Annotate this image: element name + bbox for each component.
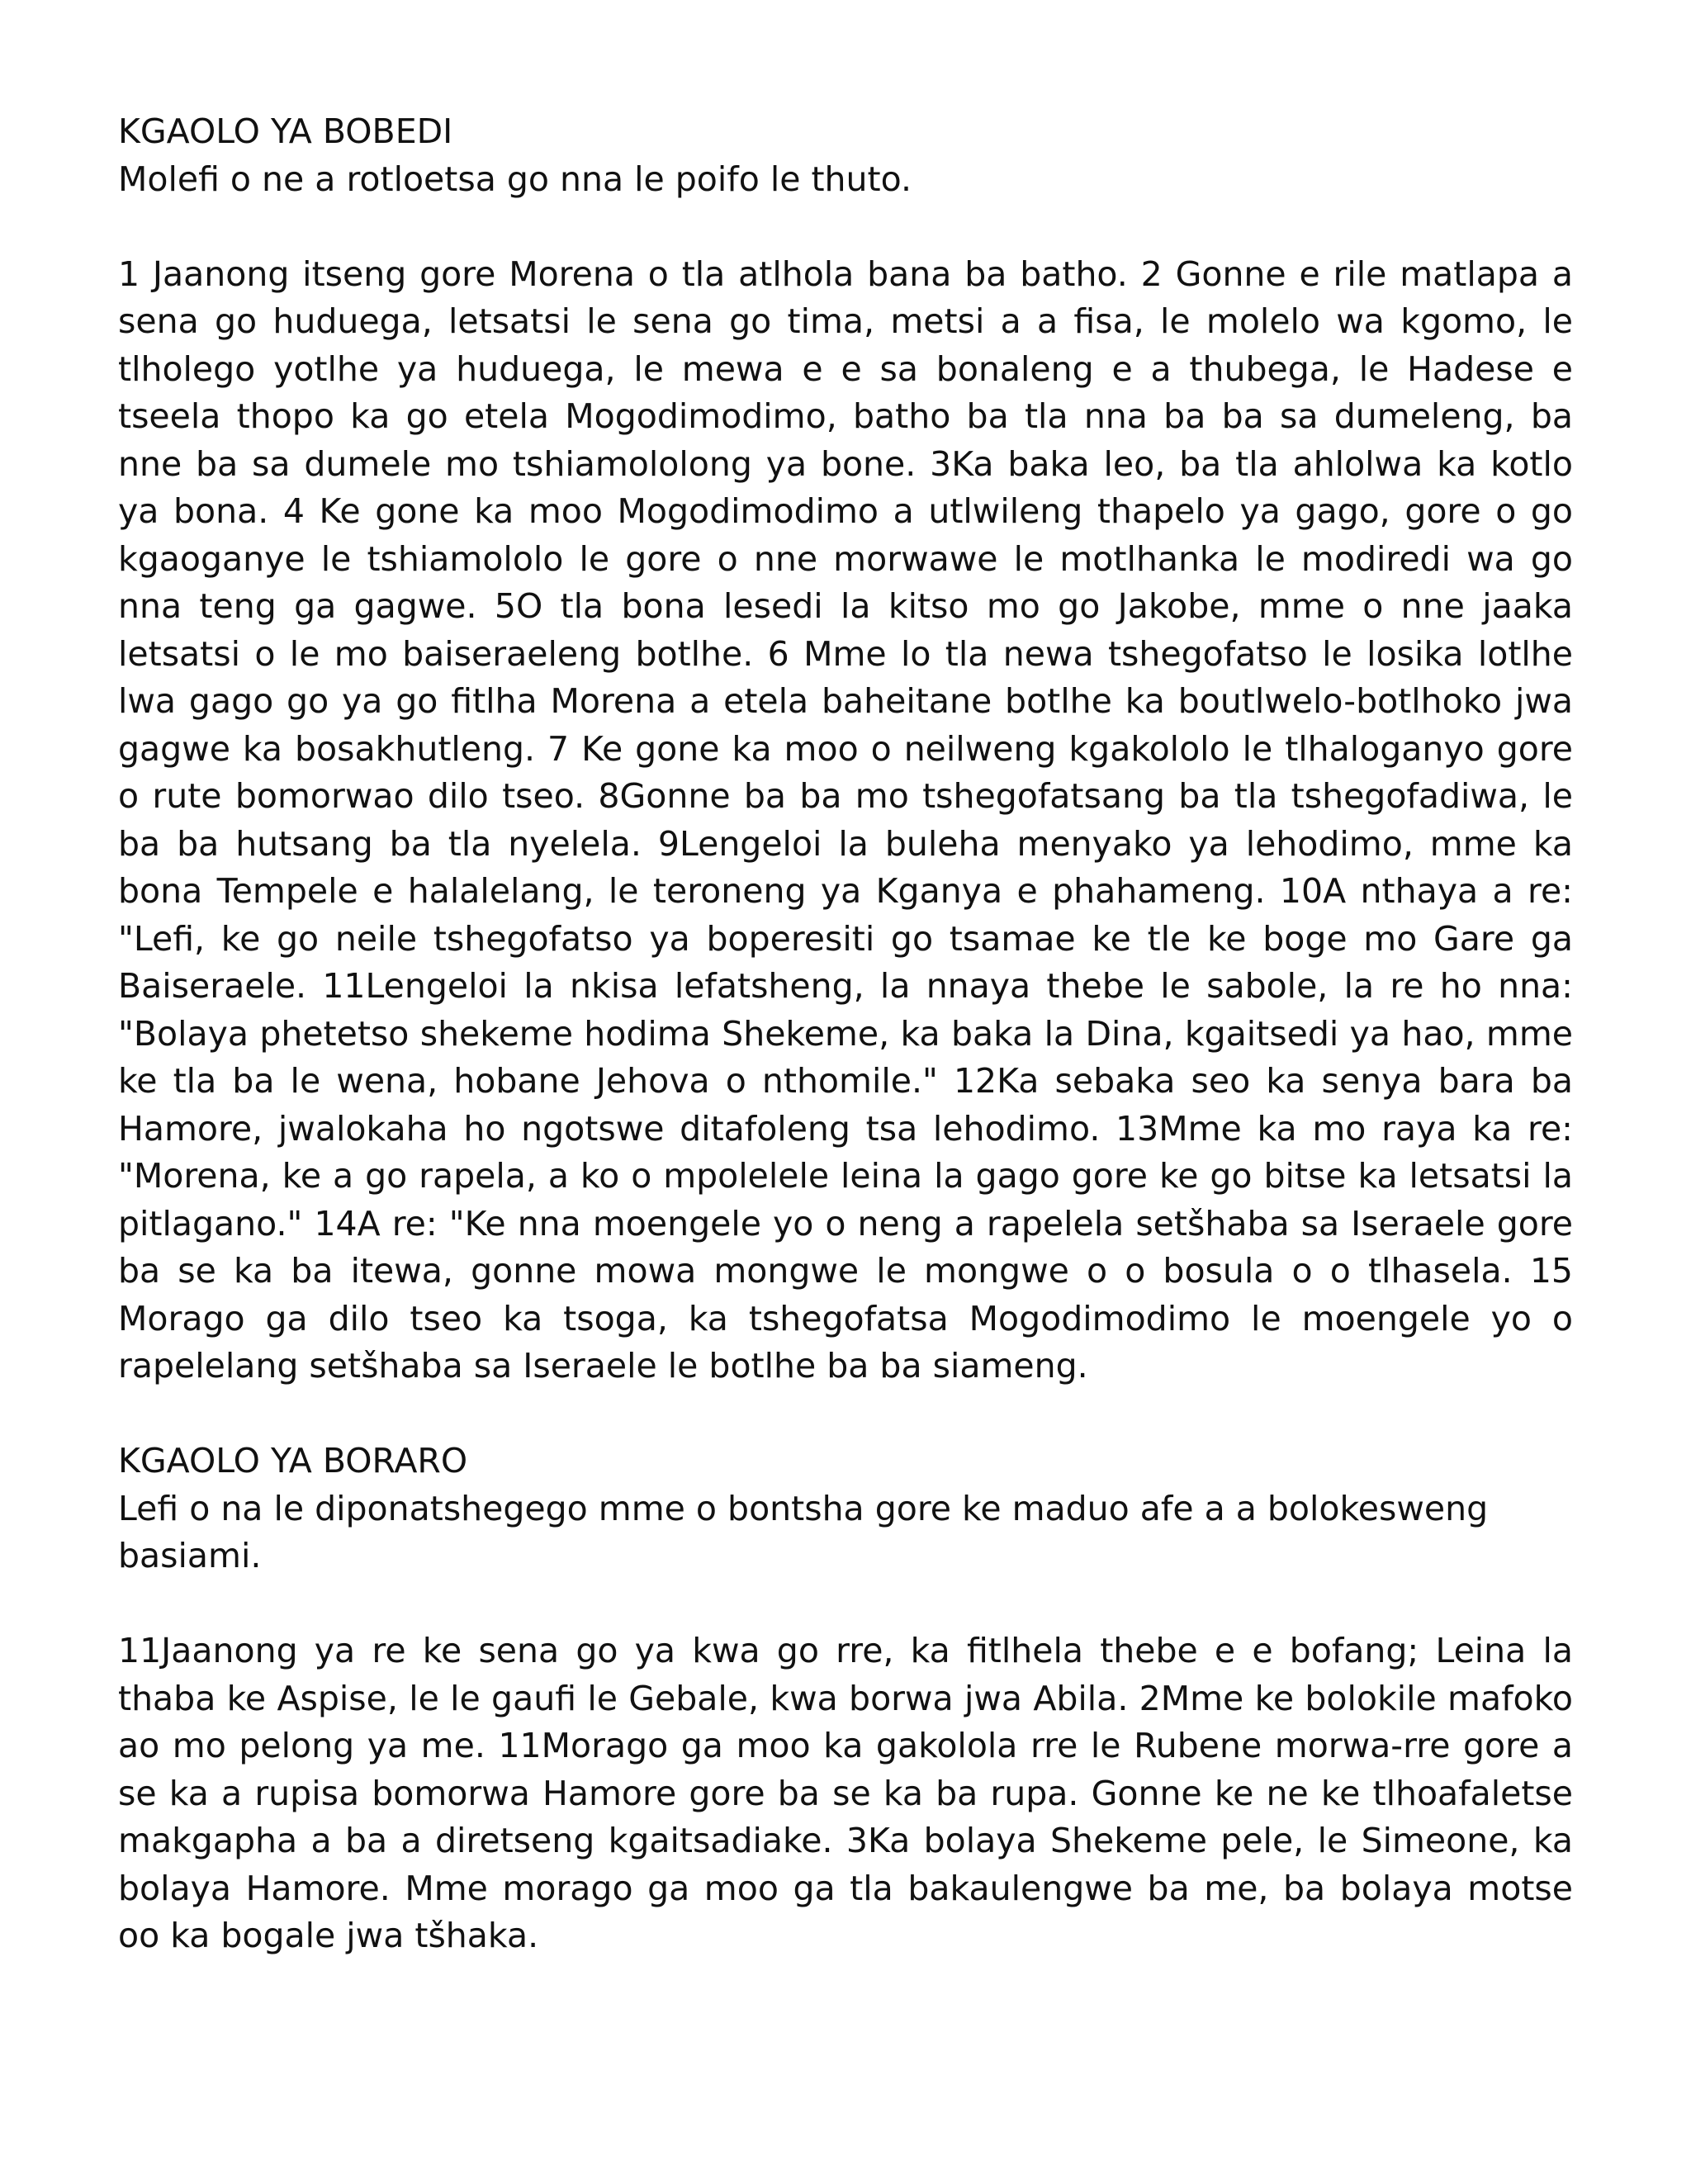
chapter-heading: KGAOLO YA BORARO bbox=[118, 1441, 468, 1480]
chapter-summary: Molefi o ne a rotloetsa go nna le poifo le thuto. bbox=[118, 159, 912, 199]
chapter-heading: KGAOLO YA BOBEDI bbox=[118, 111, 453, 151]
chapter-body: 1 Jaanong itseng gore Morena o tla atlhola bana ba batho. 2 Gonne e rile matlapa a sena go huduega, letsatsi le sena go tima, metsi a a fisa, le molelo wa kgomo, le tlholego yotlhe ya huduega, le mewa e e sa bonaleng e a thubega, le Hadese e tseela thopo ka go etela Mogodimodimo, batho ba tla nna ba ba sa dumeleng, ba nne ba sa dumele mo tshiamololong ya bone. 3Ka baka leo, ba tla ahlolwa ka kotlo ya bona. 4 Ke gone ka moo Mogodimodimo a utlwileng thapelo ya gago, gore o go kgaoganye le tshiamololo le gore o nne morwawe le motlhanka le modiredi wa go nna teng ga gagwe. 5O tla bona lesedi la kitso mo go Jakobe, mme o nne jaaka letsatsi o le mo baiseraeleng botlhe. 6 Mme lo tla newa tshegofatso le losika lotlhe lwa gago go ya go fitlha Morena a etela baheitane botlhe ka boutlwelo-botlhoko jwa gagwe ka bosakhutleng. 7 Ke gone ka moo o neilweng kgakololo le tlhaloganyo gore o rute bomorwao dilo tseo. 8Gonne ba ba mo tshegofatsang ba tla tshegofadiwa, le ba ba hutsang ba tla nyelela. 9Lengeloi la buleha menyako ya lehodimo, mme ka bona Tempele e halalelang, le teroneng ya Kganya e phahameng. 10A nthaya a re: "Lefi, ke go neile tshegofatso ya boperesiti go tsamae ke tle ke boge mo Gare ga Baiseraele. 11Lengeloi la nkisa lefatsheng, la nnaya thebe le sabole, la re ho nna: "Bolaya phetetso shekeme hodima Shekeme, ka baka la Dina, kgaitsedi ya hao, mme ke tla ba le wena, hobane Jehova o nthomile." 12Ka sebaka seo ka senya bara ba Hamore, jwalokaha ho ngotswe ditafoleng tsa lehodimo. 13Mme ka mo raya ka re: "Morena, ke a go rapela, a ko o mpolelele leina la gago gore ke go bitse ka letsatsi la pitlagano." 14A re: "Ke nna moengele yo o neng a rapelela setšhaba sa Iseraele gore ba se ka ba itewa, gonne mowa mongwe le mongwe o o bosula o o tlhasela. 15 Morago ga dilo tseo ka tsoga, ka tshegofatsa Mogodimodimo le moengele yo o rapelelang setšhaba sa Iseraele le botlhe ba ba siameng. bbox=[118, 253, 1573, 1386]
document-page bbox=[118, 108, 1573, 1960]
chapter-two bbox=[118, 108, 1573, 1390]
chapter-summary: Lefi o na le diponatshegego mme o bontsha gore ke maduo afe a a bolokesweng basiami. bbox=[118, 1488, 1489, 1575]
chapter-body: 11Jaanong ya re ke sena go ya kwa go rre, ka fitlhela thebe e e bofang; Leina la thaba ke Aspise, le le gaufi le Gebale, kwa borwa jwa Abila. 2Mme ke bolokile mafoko ao mo pelong ya me. 11Morago ga moo ka gakolola rre le Rubene morwa-rre gore a se ka a rupisa bomorwa Hamore gore ba se ka ba rupa. Gonne ke ne ke tlhoafaletse makgapha a ba a diretseng kgaitsadiake. 3Ka bolaya Shekeme pele, le Simeone, ka bolaya Hamore. Mme morago ga moo ga tla bakaulengwe ba me, ba bolaya motse oo ka bogale jwa tšhaka. bbox=[118, 1631, 1573, 1955]
chapter-three bbox=[118, 1438, 1573, 1960]
